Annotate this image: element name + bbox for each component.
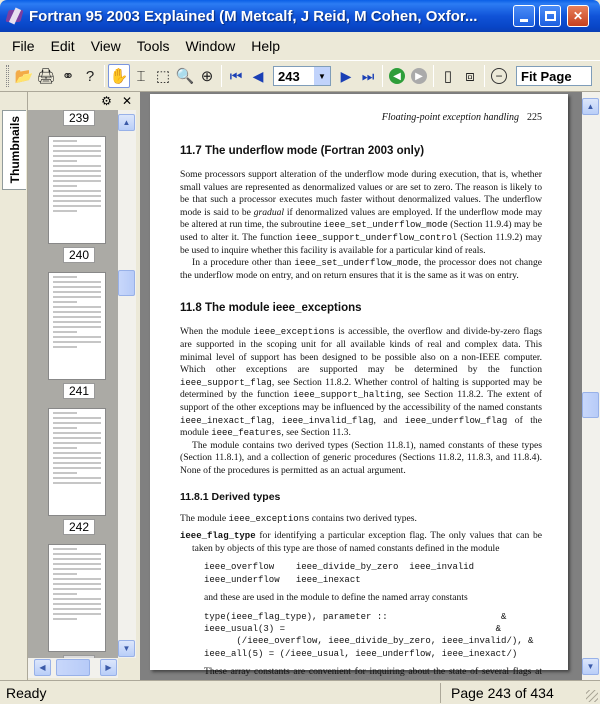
section-11-7-paragraph-2: In a procedure other than ieee_set_underflow_mode, the processor does not change the underflow mode on entry, and on return ensures that it is the same as it was on entry.: [180, 257, 543, 281]
title-bar[interactable]: [0, 0, 600, 32]
last-page-icon[interactable]: ⏭: [361, 67, 375, 84]
text-select-icon[interactable]: ⌶: [136, 67, 146, 85]
question-icon[interactable]: ?: [85, 67, 95, 85]
menu-edit[interactable]: Edit: [50, 38, 75, 54]
thumbnail-scroll-thumb[interactable]: [118, 270, 135, 296]
document-scroll-thumb[interactable]: [582, 392, 599, 418]
ieee-flag-type-item: ieee_flag_type for identifying a particular exception flag. The only values that can be taken by objects of this type are those of named constants defined in the module: [180, 530, 542, 554]
next-page-icon[interactable]: ▶: [340, 67, 352, 84]
scroll-left-icon[interactable]: ◀: [34, 659, 51, 676]
toolbar-grip[interactable]: [6, 65, 9, 87]
status-bar: [0, 680, 600, 704]
menu-tools[interactable]: Tools: [136, 38, 170, 54]
continuous-page-icon[interactable]: ⧈: [465, 67, 475, 85]
menu-window[interactable]: Window: [185, 38, 236, 54]
thumbnail-label-240[interactable]: 240: [63, 247, 95, 263]
minimize-icon: [520, 19, 528, 22]
window-title: Fortran 95 2003 Explained (M Metcalf, J Reid, M Cohen, Oxfor...: [29, 7, 478, 25]
thumbnail-panel-header: [28, 92, 138, 110]
first-page-icon[interactable]: ⏮: [229, 67, 243, 84]
toolbar-separator: [221, 65, 222, 87]
section-11-8-1-paragraph-1: The module ieee_exceptions contains two derived types.: [180, 513, 417, 525]
page-count-status: Page 243 of 434: [440, 683, 554, 703]
thumbnail-horizontal-scrollbar[interactable]: [28, 658, 118, 678]
code-block-array-constants: type(ieee_flag_type), parameter :: & ieee_usual(3) = & (/ieee_overflow, ieee_divide_by_zero, ieee_invalid/), & ieee_all(5) = (/ieee_usual, ieee_underflow, ieee_inexact/): [204, 611, 534, 659]
zoom-mode-select[interactable]: Fit Page: [516, 66, 592, 86]
thumbnail-hscroll-thumb[interactable]: [56, 659, 90, 676]
thumbnail-page-243[interactable]: [48, 544, 106, 652]
document-vertical-scrollbar[interactable]: [582, 92, 600, 680]
close-icon[interactable]: ✕: [121, 94, 132, 108]
section-11-8-1-paragraph-3: These array constants are convenient for inquiring about the state of several flags at: [204, 666, 542, 678]
menu-help[interactable]: Help: [251, 38, 281, 54]
section-11-8-paragraph-1: When the module ieee_exceptions is accessible, the overflow and divide-by-zero flags are supported in the scoping unit for all available kinds of real and complex data. This minimal level of support has been designed to be possible also on a non-IEEE computer. Which other exceptions are supported may be determined by the function ieee_support_flag, see Section 11.8.2. Whether control of halting is supported may be determined by the function ieee_support_halting, see Section 11.8.2. The extent of support of the other exceptions may be influenced by the accessibility of the named constants ieee_inexact_flag, ieee_invalid_flag, and ieee_underflow_flag of the module ieee_features, see Section 11.3.: [180, 326, 542, 439]
scroll-up-icon[interactable]: ▲: [582, 98, 599, 115]
zoom-out-button[interactable]: [488, 64, 510, 88]
thumbnail-page-241[interactable]: [48, 272, 106, 380]
printer-icon[interactable]: 🖨: [36, 68, 56, 85]
forward-arrow-icon: ▶: [411, 68, 427, 84]
forward-button[interactable]: [408, 64, 430, 88]
section-11-8-1-heading: 11.8.1 Derived types: [180, 491, 281, 504]
toolbar-separator: [484, 65, 485, 87]
zoom-area-icon[interactable]: ⊕: [200, 68, 214, 85]
close-icon: ✕: [572, 9, 584, 23]
toolbar-separator: [104, 65, 105, 87]
menu-file[interactable]: File: [12, 38, 35, 54]
page-number-value: 243: [278, 68, 300, 84]
binoculars-icon[interactable]: ⚭: [61, 68, 75, 85]
section-11-8-paragraph-2: The module contains two derived types (Section 11.8.1), named constants of these types (Section 11.8.1), and a collection of generic procedures (Sections 11.8.2, 11.8.3, and 11.8.4). None of the procedures is permitted as an actual argument.: [180, 439, 542, 476]
menu-bar: [0, 32, 600, 60]
section-11-7-heading: 11.7 The underflow mode (Fortran 2003 only): [180, 145, 425, 157]
page-number-select[interactable]: [273, 66, 331, 86]
status-text: Ready: [6, 684, 47, 701]
back-arrow-icon: ◀: [389, 68, 405, 84]
section-11-7-paragraph-1: Some processors support alteration of the underflow mode during execution, that is, whether small values are represented as denormalized values or are set to zero. The reason is likely to be that such a processor executes much faster without denormalized values. The underflow mode is said to be gradual if denormalized values are employed. If the underflow mode may be altered at run time, the subroutine ieee_set_underflow_mode (Section 11.9.4) may be used to alter it. The function ieee_support_underflow_control (Section 11.9.2) may be used to inquire whether this facility is available for a particular kind of reals.: [180, 169, 542, 256]
marquee-icon[interactable]: ⬚: [155, 68, 171, 85]
maximize-button[interactable]: [539, 5, 561, 27]
toolbar-separator: [433, 65, 434, 87]
thumbnail-label-242[interactable]: 242: [63, 519, 95, 535]
previous-page-icon[interactable]: ◀: [252, 67, 264, 84]
thumbnail-page-242[interactable]: [48, 408, 106, 516]
document-view[interactable]: [140, 92, 582, 680]
scroll-down-icon[interactable]: ▼: [118, 640, 135, 657]
zoom-out-icon: −: [491, 68, 507, 84]
menu-view[interactable]: View: [90, 38, 121, 54]
tab-thumbnails[interactable]: [2, 110, 26, 190]
hand-icon[interactable]: ✋: [108, 64, 130, 88]
running-head: [180, 112, 542, 123]
thumbnail-panel: [28, 92, 138, 680]
page-number: 225: [527, 112, 542, 123]
maximize-icon: [545, 11, 556, 21]
magnifier-icon[interactable]: 🔍: [175, 68, 195, 85]
running-head-title: Floating-point exception handling: [381, 112, 519, 123]
minimize-button[interactable]: [513, 5, 535, 27]
toolbar-separator: [382, 65, 383, 87]
thumbnail-vertical-scrollbar[interactable]: [118, 110, 136, 658]
scroll-right-icon[interactable]: ▶: [100, 659, 117, 676]
scroll-up-icon[interactable]: ▲: [118, 114, 135, 131]
resize-grip-icon[interactable]: [586, 690, 598, 702]
gear-icon[interactable]: ⚙: [101, 94, 112, 108]
close-button[interactable]: [567, 5, 589, 27]
back-button[interactable]: [386, 64, 408, 88]
single-page-icon[interactable]: ▯: [443, 68, 453, 85]
thumbnail-list[interactable]: [28, 110, 118, 658]
thumbnail-label-239[interactable]: 239: [63, 110, 95, 126]
scroll-down-icon[interactable]: ▼: [582, 658, 599, 675]
thumbnail-page-240[interactable]: [48, 136, 106, 244]
side-tab-strip: [0, 92, 28, 680]
app-icon: [6, 7, 24, 25]
code-block-flag-constants: ieee_overflow ieee_divide_by_zero ieee_invalid ieee_underflow ieee_inexact: [204, 562, 475, 585]
toolbar: [0, 60, 600, 92]
tab-thumbnails-label: Thumbnails: [7, 116, 22, 184]
section-11-8-1-paragraph-2: and these are used in the module to define the named array constants: [204, 592, 468, 604]
section-11-8-heading: 11.8 The module ieee_exceptions: [180, 302, 362, 315]
folder-open-icon[interactable]: 📂: [14, 68, 34, 85]
chevron-down-icon[interactable]: ▼: [314, 67, 330, 85]
thumbnail-label-241[interactable]: 241: [63, 383, 95, 399]
document-page: [150, 94, 568, 678]
